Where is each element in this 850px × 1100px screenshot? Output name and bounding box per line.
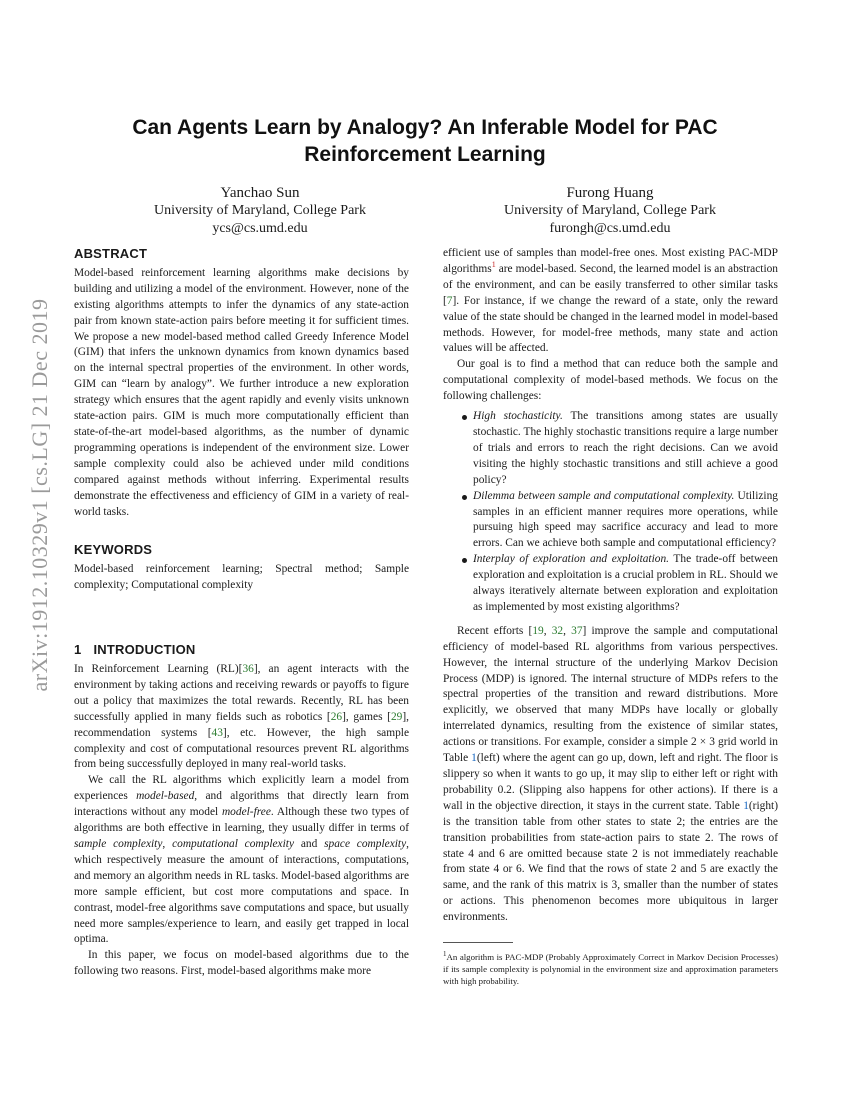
intro-paragraph-4: efficient use of samples than model-free ones. Most existing PAC-MDP algorithms$^1$ are model-based. Second, the learned model is an abstraction of the environment, and can be easily transferred to other similar tasks [7]. For instance, if we change the reward of a state, only the reward value of the state should be changed in the learned model in model-based methods. However, for model-free methods, many state and action values will be affected. bbox=[443, 247, 778, 355]
citation-link[interactable]: 43 bbox=[211, 726, 223, 739]
author-email: furongh@cs.umd.edu bbox=[549, 221, 671, 236]
footnote-divider bbox=[443, 942, 513, 943]
author-affiliation: University of Maryland, College Park bbox=[154, 203, 366, 218]
section-heading-introduction bbox=[74, 642, 409, 658]
citation-link[interactable]: 7 bbox=[446, 294, 453, 307]
title-line-2: Reinforcement Learning bbox=[304, 143, 546, 166]
footnote-marker[interactable]: 1 bbox=[491, 260, 496, 270]
author-name: Furong Huang bbox=[566, 185, 654, 201]
intro-paragraph-3: In this paper, we focus on model-based algorithms due to the following two reasons. First, model-based algorithms make more bbox=[74, 949, 409, 978]
author-affiliation: University of Maryland, College Park bbox=[504, 203, 716, 218]
list-item: High stochasticity. The transitions among states are usually stochastic. The highly stochastic transitions require a large number of trials and errors to reach the right decisions. Can we avoid visiting the highly stochastic transitions and still achieve a good policy? bbox=[473, 409, 778, 489]
abstract-text: Model-based reinforcement learning algorithms make decisions by building and utilizing a model of the environment. However, none of the existing algorithms attempts to infer the dynamics of any state-action pair from known state-action pairs before meeting it for sufficient times. We propose a new model-based method called Greedy Inference Model (GIM) that infers the unknown dynamics from known dynamics based on the internal spectral properties of the environment. In other words, GIM can “learn by analogy”. We further introduce a new exploration strategy which ensures that the agent rapidly and evenly visits unknown state-action pairs. GIM is much more computationally efficient than state-of-the-art model-based algorithms, as the number of dynamic programming operations is independent of the environment size. Lower sample complexity could also be achieved under mild conditions compared against methods without inferring. Experimental results demonstrate the effectiveness and efficiency of GIM in a variety of real-world tasks. bbox=[74, 266, 409, 518]
citation-link[interactable]: 32 bbox=[551, 624, 564, 637]
left-column bbox=[74, 246, 409, 980]
citation-link[interactable]: 29 bbox=[390, 710, 403, 723]
table-reference-link[interactable]: 1 bbox=[471, 752, 477, 765]
author-email: ycs@cs.umd.edu bbox=[212, 221, 308, 236]
keywords-heading: KEYWORDS bbox=[74, 542, 153, 558]
citation-link[interactable]: 19 bbox=[532, 624, 544, 637]
section-title: INTRODUCTION bbox=[93, 642, 196, 658]
author-block-2 bbox=[450, 184, 770, 238]
citation-link[interactable]: 26 bbox=[330, 710, 343, 723]
section-number: 1 bbox=[74, 642, 82, 658]
intro-paragraph-6: Recent efforts [19, 32, 37] improve the sample and computational efficiency of model-based RL algorithms from various perspectives. However, the internal structure of the underlying Markov Decision Process (MDP) is ignored. The internal structure of MDPs refers to the spectral properties of the transition and reward distributions. More explicitly, we observed that many MDPs have locally or globally interrelated dynamics, resulting from the existence of similar states, actions or transitions. For example, consider a simple 2 × 3 grid world in Table 1(left) where the agent can go up, down, left and right. The floor is slippery so when it wants to go up, it may slip to either left or right with probability 0.2. (Slipping also happens for other actions). If there is a wall in the objective direction, it stays in the current state. Table 1(right) is the transition table from other states to state 2; the entries are the transition probabilities from state-action pairs to state 2. The rows of state 4 and 6 are omitted because state 2 is not immediately reachable from state 4 or 6. We find that the rows of state 2 and 5 are exactly the same, and the rank of this matrix is 3, smaller than the number of states or actions. This phenomenon becomes more ubiquitous in larger environments. bbox=[443, 624, 779, 924]
footnote-number: 1 bbox=[443, 950, 447, 958]
right-column bbox=[443, 246, 778, 926]
paper-title bbox=[90, 114, 760, 168]
citation-link[interactable]: 36 bbox=[242, 663, 254, 676]
author-block-1 bbox=[100, 184, 420, 238]
intro-paragraph-2: We call the RL algorithms which explicitly learn a model from experiences model-based, and algorithms that directly learn from interactions without any model model-free. Although these two types of algorithms are both effective in learning, they usually differ in terms of sample complexity, computational complexity and space complexity, which respectively measure the amount of interactions, computations, and memory an algorithm needs in RL tasks. Model-based algorithms are more sample efficient, but cost more computations and space. In contrast, model-free algorithms save computations and space, but usually need more samples/experience to learn, and easily get trapped in local optima. bbox=[74, 774, 409, 946]
footnote bbox=[443, 948, 778, 987]
intro-paragraph-1: In Reinforcement Learning (RL)[36], an agent interacts with the environment by taking actions and receiving rewards or payoffs to figure out a policy that maximizes the total rewards. Recently, RL has been successfully applied in many fields such as robotics [26], games [29], recommendation systems [43], etc. However, the high sample complexity and cost of computational resources prevent RL algorithms from being successfully deployed in many real-world tasks. bbox=[74, 663, 410, 771]
list-item: Interplay of exploration and exploitation. The trade-off between exploration and exploitation is a crucial problem in RL. Should we always iteratively alternate between exploration and exploitation as implemented by most existing algorithms? bbox=[473, 552, 778, 616]
footnote-text: An algorithm is PAC-MDP (Probably Approximately Correct in Markov Decision Processes) if its sample complexity is polynomial in the environment size and approximation parameters with high probability. bbox=[443, 951, 778, 986]
arxiv-identifier bbox=[20, 275, 60, 715]
table-reference-link[interactable]: 1 bbox=[743, 799, 749, 812]
author-name: Yanchao Sun bbox=[220, 185, 300, 201]
intro-paragraph-5: Our goal is to find a method that can reduce both the sample and computational complexity of model-based methods. We focus on the following challenges: bbox=[443, 358, 778, 403]
title-line-1: Can Agents Learn by Analogy? An Inferable Model for PAC bbox=[132, 116, 718, 139]
challenges-list bbox=[443, 409, 778, 616]
arxiv-identifier-text: arXiv:1912.10329v1 [cs.LG] 21 Dec 2019 bbox=[27, 298, 52, 692]
abstract-heading: ABSTRACT bbox=[74, 246, 148, 261]
citation-link[interactable]: 37 bbox=[571, 624, 583, 637]
keywords-text: Model-based reinforcement learning; Spectral method; Sample complexity; Computational complexity bbox=[74, 563, 409, 592]
list-item: Dilemma between sample and computational complexity. Utilizing samples in an efficient manner requires more operations, while pursuing high speed may sacrifice accuracy and lead to more errors. Can we achieve both sample and computational efficiency? bbox=[473, 489, 778, 553]
